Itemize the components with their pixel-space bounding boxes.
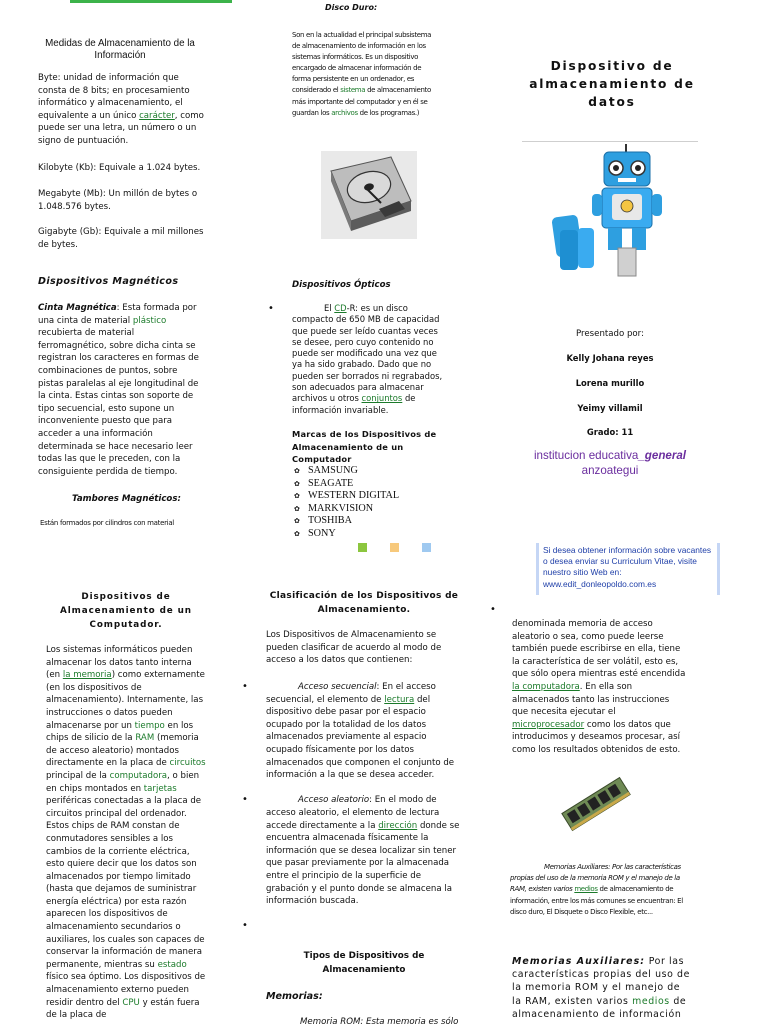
measures-title: Medidas de Almacenamiento de la Información bbox=[45, 38, 195, 61]
brand-item: ✿ SONY bbox=[294, 527, 336, 539]
estado-link[interactable]: estado bbox=[157, 959, 187, 970]
random-access-item: • Acceso aleatorio: En el modo de acceso aleatorio, el elemento de lectura accede directamente a la dirección donde se encuentra almacenada físicamente la información que se desea localizar sin tener que pasar previamente por la almacenada entre el principio de la superficie de grabación y el punto donde se almacena la información buscada. bbox=[266, 794, 462, 907]
brand-item: ✿ TOSHIBA bbox=[294, 515, 352, 527]
brand-item: ✿ SAMSUNG bbox=[294, 465, 358, 476]
flower-bullet-icon: ✿ bbox=[294, 504, 300, 513]
ram-module-image bbox=[560, 770, 632, 838]
job-notice-text: Si desea obtener información sobre vacantes o desea enviar su Curriculum Vitae, visite nuestro sitio Web en: www.edit_donleopoldo.com.es bbox=[543, 545, 712, 589]
color-square-green bbox=[358, 543, 367, 552]
cinta-paragraph: Cinta Magnética: Esta formada por una cinta de material plástico recubierta de material ferromagnético, sobre dicha cinta se registran los caracteres en formas de combinaciones de puntos, sobre pistas paralelas al eje longitudinal de la cinta. Estas cintas son soporte de tipo secuencial, esto supone un inconveniente puesto que para acceder a una información determinada se hace necesario leer todas las que le preceden, con la consiguiente perdida de tiempo. bbox=[38, 303, 199, 477]
cover-divider bbox=[522, 141, 698, 142]
storage-devices-paragraph: Los sistemas informáticos pueden almacenar los datos tanto interna (en la memoria) como externamente (en los dispositivos de almacenamiento). Internamente, las instrucciones o datos pueden almacenarse por un tiempo en los chips de silicio de la RAM (memoria de acceso aleatorio) montados directamente en la placa de circuitos principal de la computadora, o bien en chips montados en tarjetas periféricas conectadas a la placa de circuitos principal del ordenador. Estos chips de RAM constan de conmutadores sensibles a los cambios de la corriente eléctrica, esto quiere decir que los datos son almacenados por tiempo limitado (hasta que dejamos de suministrar energía eléctrica) por esta razón aparecen los dispositivos de almacenamiento secundarios o auxiliares, los cuales son capaces de conservar la información de manera permanente, mientras su estado físico sea óptimo. Los dispositivos de almacenamiento externo pueden residir dentro del CPU y están fuera de la placa de bbox=[46, 645, 206, 1021]
flower-bullet-icon: ✿ bbox=[294, 517, 300, 526]
classification-intro: Los Dispositivos de Almacenamiento se pueden clasificar de acuerdo al modo de acceso a los datos que contienen: bbox=[266, 630, 442, 666]
caracter-link[interactable]: carácter bbox=[139, 110, 175, 121]
flower-bullet-icon: ✿ bbox=[294, 479, 300, 488]
flower-bullet-icon: ✿ bbox=[294, 492, 300, 501]
presentado-label: Presentado por: bbox=[576, 329, 644, 339]
color-square-orange bbox=[390, 543, 399, 552]
cd-list bbox=[292, 303, 448, 416]
microprocesador-link[interactable]: microprocesador bbox=[512, 719, 585, 730]
conjuntos-link[interactable]: conjuntos bbox=[361, 393, 403, 404]
robot-usb-image bbox=[548, 144, 670, 290]
medios-link[interactable]: medios bbox=[574, 885, 598, 894]
archivos-link[interactable]: archivos bbox=[331, 108, 358, 117]
flower-bullet-icon: ✿ bbox=[294, 529, 300, 538]
sequential-access-item: • Acceso secuencial: En el acceso secuencial, el elemento de lectura del dispositivo debe pasar por el espacio ocupado por la totalidad de los datos almacenados previamente al espacio ocupado físicamente por los datos almacenados que componen el conjunto de información a la que se desea acceder. bbox=[266, 681, 462, 782]
hard-drive-image bbox=[321, 151, 417, 239]
cover-title: Dispositivo de almacenamiento de datos bbox=[529, 59, 695, 109]
cinta-label: Cinta Magnética bbox=[38, 303, 117, 313]
kilobyte-definition: Kilobyte (Kb): Equivale a 1.024 bytes. bbox=[38, 163, 201, 173]
classification-heading: Clasificación de los Dispositivos de Almacenamiento. bbox=[269, 591, 459, 615]
magnetic-devices-heading: Dispositivos Magnéticos bbox=[38, 276, 179, 287]
storage-devices-heading: Dispositivos de Almacenamiento de un Computador. bbox=[60, 592, 192, 630]
disco-duro-text: Son en la actualidad el principal subsistema de almacenamiento de información en los sistemas informáticos. Es un dispositivo encargado de almacenar información de forma persistente en un ordenador, es considerado el sistema de almacenamiento más importante del computador y en él se guardan los archivos de los programas.) bbox=[292, 31, 432, 117]
tambores-text: Están formados por cilindros con material bbox=[40, 519, 174, 527]
brand-item: ✿ SEAGATE bbox=[294, 477, 354, 489]
ram-paragraph: denominada memoria de acceso aleatorio o sea, como puede leerse también puede escribirse en ella, tiene la característica de ser volátil, esto es, que sólo opera mientras esté encendida la computadora. En ella son almacenados tanto las instrucciones que necesita ejecutar el microprocesador como los datos que introducimos y deseamos procesar, así como los resultados obtenidos de esto. bbox=[512, 619, 686, 755]
empty-bullet-item bbox=[266, 920, 462, 933]
tambores-heading: Tambores Magnéticos: bbox=[72, 494, 181, 504]
types-heading: Tipos de Dispositivos de Almacenamiento bbox=[303, 951, 425, 975]
direccion-link[interactable]: dirección bbox=[378, 820, 418, 831]
lectura-link[interactable]: lectura bbox=[384, 694, 415, 705]
tiempo-link[interactable]: tiempo bbox=[134, 720, 165, 731]
cd-item: • El CD-R: es un disco compacto de 650 MB de capacidad que puede ser leído cuantas veces se desee, pero cuyo contenido no puede ser modificado una vez que ya ha sido grabado. Dado que no pueden ser borrados ni regrabados, son adecuados para almacenar archivos u otros conjuntos de información invariable. bbox=[292, 303, 448, 416]
aux-memories-paragraph: Memorias Auxiliares: Por las características propias del uso de la memoria ROM y el manejo de la RAM, existen varios medios de almacenamiento de información bbox=[512, 956, 690, 1020]
job-notice-box bbox=[536, 543, 720, 595]
memoria-link[interactable]: la memoria bbox=[62, 670, 112, 681]
optical-devices-heading: Dispositivos Ópticos bbox=[292, 280, 391, 290]
medios-link[interactable]: medios bbox=[632, 995, 670, 1007]
aux-memories-small: Memorias Auxiliares: Por las características propias del uso de la memoria ROM y el manejo de la RAM, existen varios medios de almacenamiento de información, entre los más comunes se encuentran: El disco duro, El Disquete o Disco Flexible, etc... bbox=[510, 863, 683, 916]
disco-duro-heading: Disco Duro: bbox=[325, 3, 378, 12]
rom-text: Memoria ROM: Esta memoria es sólo bbox=[300, 1017, 459, 1024]
color-square-blue bbox=[422, 543, 431, 552]
cpu-link[interactable]: CPU bbox=[122, 997, 140, 1008]
flower-bullet-icon: ✿ bbox=[294, 467, 300, 475]
access-list bbox=[266, 681, 462, 933]
brand-item: ✿ WESTERN DIGITAL bbox=[294, 490, 400, 502]
ram-link[interactable]: RAM bbox=[135, 733, 155, 744]
byte-definition: Byte: unidad de información que consta de 8 bits; en procesamiento informático y almacenamiento, el equivalente a un único carácter, como puede ser una letra, un número o un signo de puntuación. bbox=[38, 73, 204, 146]
memorias-heading: Memorias: bbox=[266, 991, 323, 1002]
cd-link[interactable]: CD bbox=[334, 303, 347, 313]
author-name: Kelly Johana reyes bbox=[566, 353, 654, 363]
computadora-link[interactable]: la computadora bbox=[512, 681, 580, 692]
brand-item: ✿ MARKVISION bbox=[294, 502, 374, 514]
tarjetas-link[interactable]: tarjetas bbox=[143, 783, 177, 794]
bullet-dot: • bbox=[490, 604, 496, 615]
megabyte-definition: Megabyte (Mb): Un millón de bytes o 1.048.576 bytes. bbox=[38, 189, 198, 212]
sistema-link[interactable]: sistema bbox=[340, 86, 366, 95]
brands-list bbox=[294, 465, 399, 541]
plastico-link[interactable]: plástico bbox=[132, 315, 167, 326]
author-name: Yeimy villamil bbox=[577, 403, 643, 413]
computadora-link[interactable]: computadora bbox=[109, 770, 168, 781]
author-name: Lorena murillo bbox=[575, 378, 645, 388]
brands-heading: Marcas de los Dispositivos de Almacenamiento de un Computador bbox=[292, 429, 437, 465]
top-accent-bar bbox=[70, 0, 232, 3]
grade-label: Grado: 11 bbox=[586, 427, 634, 437]
gigabyte-definition: Gigabyte (Gb): Equivale a mil millones de bytes. bbox=[38, 227, 204, 250]
circuitos-link[interactable]: circuitos bbox=[169, 758, 206, 769]
institution-name: institucion educativa_general anzoategui bbox=[533, 449, 687, 477]
